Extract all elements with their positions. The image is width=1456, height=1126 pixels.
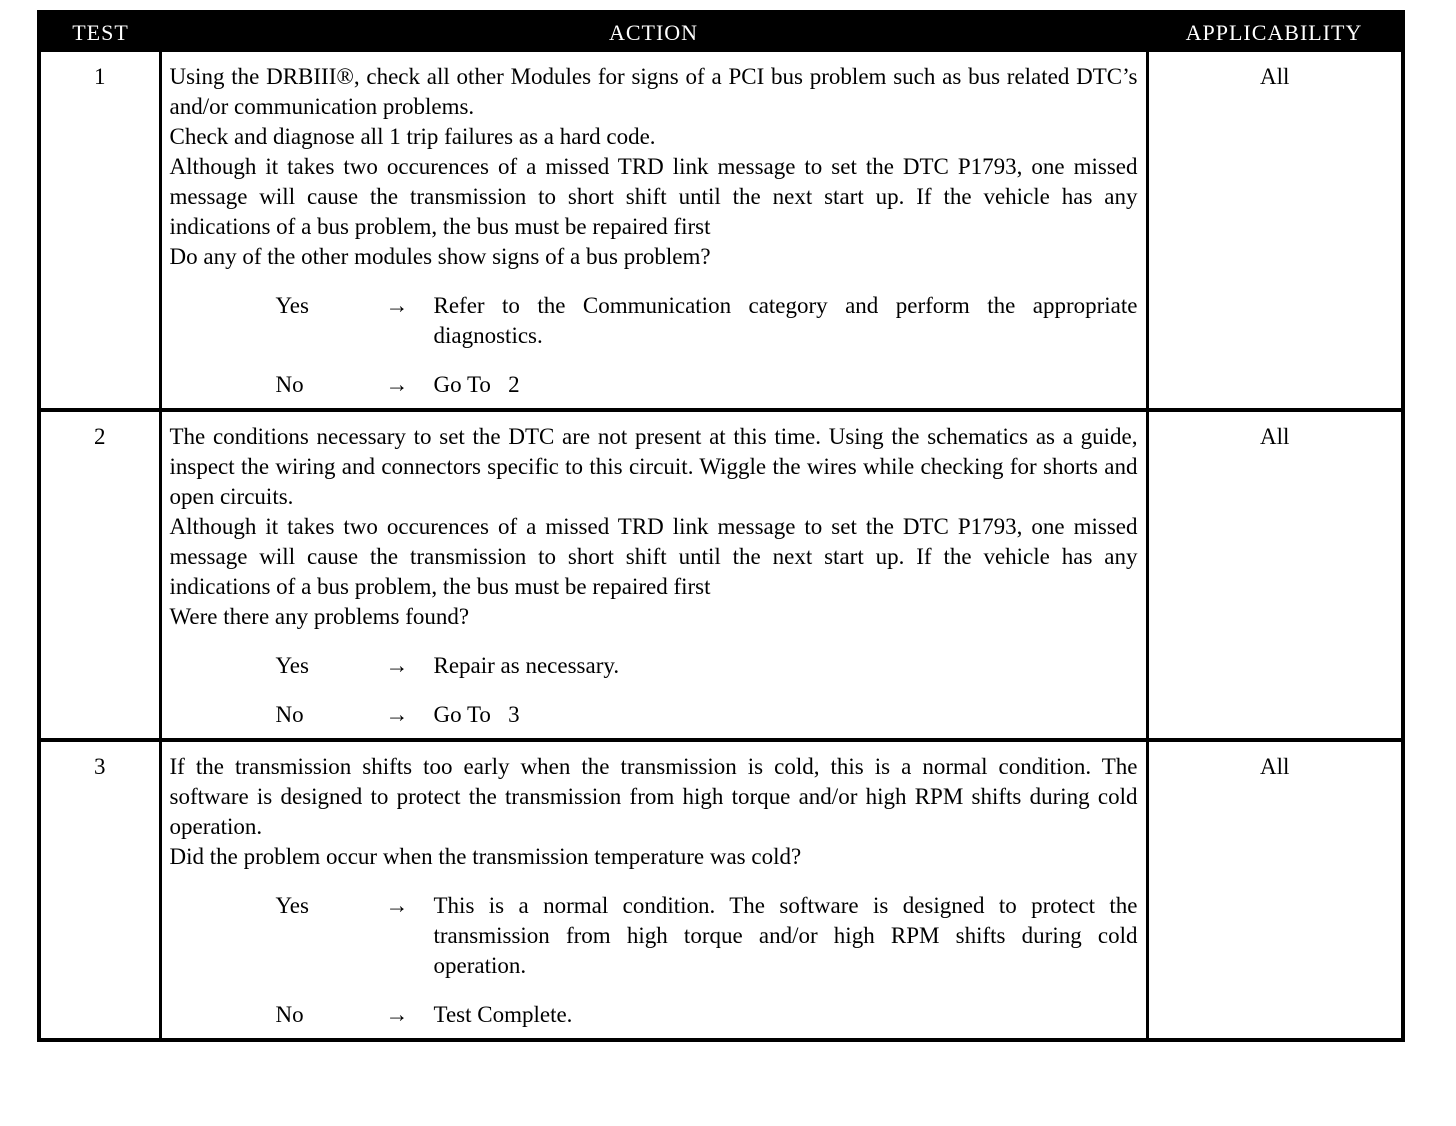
table-header-row (39, 12, 1403, 52)
action-paragraph: If the transmission shifts too early when the transmission is cold, this is a normal condition. The software is designed to protect the transmission from high torque and/or high RPM shifts during cold operation. (169, 754, 1138, 839)
arrow-icon: → (385, 702, 409, 727)
no-result: Go To 3 (433, 702, 520, 727)
test-number: 1 (39, 52, 160, 410)
yes-option (276, 891, 1138, 981)
no-option (276, 370, 1138, 400)
yes-result: Refer to the Communication category and perform the appropriate diagnostics. (433, 293, 1138, 348)
action-question: Were there any problems found? (169, 604, 470, 629)
applicability-value: All (1147, 740, 1403, 1040)
arrow-icon: → (385, 372, 409, 397)
action-cell (160, 410, 1147, 740)
action-cell (160, 740, 1147, 1040)
action-paragraph: Although it takes two occurences of a missed TRD link message to set the DTC P1793, one missed message will cause the transmission to short shift until the next start up. If the vehicle has any indications of a bus problem, the bus must be repaired first (169, 514, 1138, 599)
header-applicability: APPLICABILITY (1147, 12, 1403, 52)
no-label: No (275, 1002, 304, 1027)
test-number: 2 (39, 410, 160, 740)
action-question: Do any of the other modules show signs of a bus problem? (169, 244, 711, 269)
action-paragraph: Although it takes two occurences of a missed TRD link message to set the DTC P1793, one missed message will cause the transmission to short shift until the next start up. If the vehicle has any indications of a bus problem, the bus must be repaired first (169, 154, 1138, 239)
header-test: TEST (39, 12, 160, 52)
table-row (39, 52, 1403, 410)
action-paragraph: Using the DRBIII®, check all other Modules for signs of a PCI bus problem such as bus related DTC’s and/or communication problems. (169, 64, 1138, 119)
action-paragraph: Check and diagnose all 1 trip failures as a hard code. (169, 124, 656, 149)
no-option (276, 700, 1138, 730)
diagnostic-test-table (37, 10, 1405, 1042)
yes-option (276, 291, 1138, 351)
arrow-icon: → (385, 1002, 409, 1027)
header-action: ACTION (160, 12, 1147, 52)
yes-result: Repair as necessary. (433, 653, 620, 678)
action-cell (160, 52, 1147, 410)
no-option (276, 1000, 1138, 1030)
applicability-value: All (1147, 410, 1403, 740)
action-description (170, 422, 1138, 632)
table-row (39, 740, 1403, 1040)
arrow-icon: → (385, 293, 409, 318)
yes-label: Yes (275, 293, 309, 318)
no-result: Test Complete. (433, 1002, 573, 1027)
yes-option (276, 651, 1138, 681)
yes-label: Yes (275, 893, 309, 918)
test-number: 3 (39, 740, 160, 1040)
no-label: No (275, 372, 304, 397)
action-description (170, 752, 1138, 872)
table-row (39, 410, 1403, 740)
arrow-icon: → (385, 893, 409, 918)
action-question: Did the problem occur when the transmission temperature was cold? (169, 844, 802, 869)
applicability-value: All (1147, 52, 1403, 410)
action-description (170, 62, 1138, 272)
arrow-icon: → (385, 653, 409, 678)
no-result: Go To 2 (433, 372, 520, 397)
action-paragraph: The conditions necessary to set the DTC are not present at this time. Using the schematics as a guide, inspect the wiring and connectors specific to this circuit. Wiggle the wires while checking for shorts and open circuits. (169, 424, 1138, 509)
no-label: No (275, 702, 304, 727)
yes-result: This is a normal condition. The software is designed to protect the transmission from high torque and/or high RPM shifts during cold operation. (433, 893, 1138, 978)
yes-label: Yes (275, 653, 309, 678)
